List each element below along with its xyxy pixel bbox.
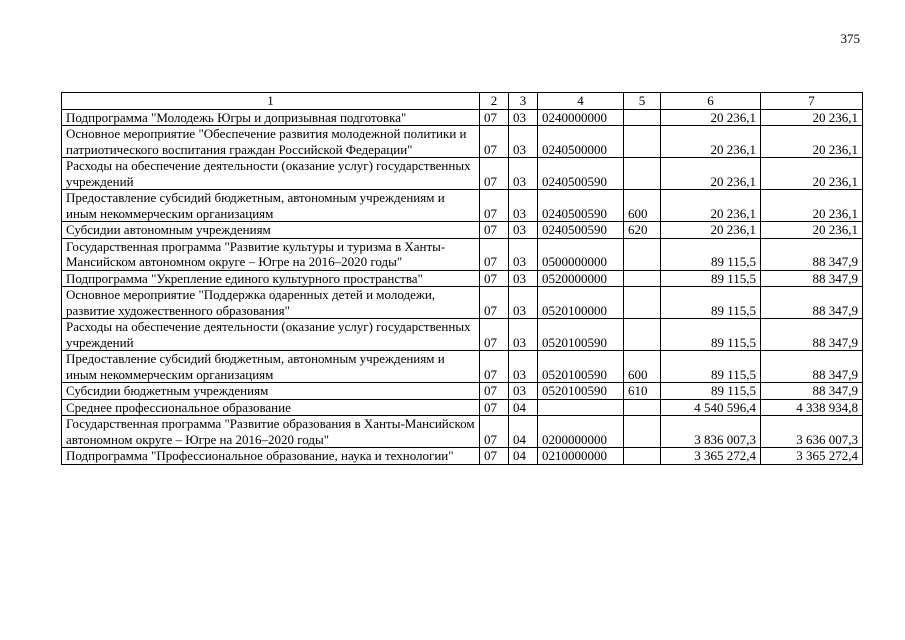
row-section: 07 [480,222,509,239]
row-name: Субсидии бюджетным учреждениям [62,383,480,400]
table-row [62,126,863,158]
header-col-2: 2 [480,93,509,110]
row-expense-type: 610 [624,383,661,400]
row-expense-type [624,238,661,270]
row-subsection: 03 [509,383,538,400]
row-target-article: 0520100000 [538,287,624,319]
row-section: 07 [480,190,509,222]
table-row [62,399,863,416]
row-amount-col-7: 3 365 272,4 [761,448,863,465]
row-amount-col-7: 3 636 007,3 [761,416,863,448]
row-target-article: 0240500590 [538,222,624,239]
row-section: 07 [480,351,509,383]
row-amount-col-7: 20 236,1 [761,222,863,239]
row-section: 07 [480,448,509,465]
table-row [62,270,863,287]
table-row [62,190,863,222]
row-target-article: 0500000000 [538,238,624,270]
table-row [62,238,863,270]
row-amount-col-7: 20 236,1 [761,126,863,158]
row-section: 07 [480,238,509,270]
header-col-4: 4 [538,93,624,110]
row-name: Субсидии автономным учреждениям [62,222,480,239]
row-section: 07 [480,416,509,448]
row-target-article: 0210000000 [538,448,624,465]
table-row [62,287,863,319]
row-expense-type [624,270,661,287]
row-amount-col-6: 3 365 272,4 [661,448,761,465]
table-row [62,319,863,351]
row-target-article: 0240000000 [538,109,624,126]
row-section: 07 [480,383,509,400]
row-amount-col-7: 88 347,9 [761,238,863,270]
row-target-article: 0240500590 [538,158,624,190]
header-col-7: 7 [761,93,863,110]
row-target-article: 0200000000 [538,416,624,448]
row-expense-type: 600 [624,190,661,222]
row-amount-col-7: 20 236,1 [761,109,863,126]
row-amount-col-6: 20 236,1 [661,109,761,126]
row-amount-col-6: 20 236,1 [661,158,761,190]
table-row [62,222,863,239]
row-expense-type [624,448,661,465]
row-subsection: 03 [509,158,538,190]
row-target-article: 0520100590 [538,319,624,351]
table-body [62,109,863,464]
row-section: 07 [480,287,509,319]
row-amount-col-6: 89 115,5 [661,383,761,400]
row-amount-col-6: 20 236,1 [661,222,761,239]
page-number: 375 [840,31,860,46]
row-subsection: 03 [509,109,538,126]
row-subsection: 03 [509,126,538,158]
table-row [62,158,863,190]
row-amount-col-6: 89 115,5 [661,351,761,383]
row-amount-col-6: 20 236,1 [661,126,761,158]
row-target-article: 0520000000 [538,270,624,287]
table-row [62,383,863,400]
row-amount-col-6: 20 236,1 [661,190,761,222]
row-amount-col-7: 20 236,1 [761,190,863,222]
row-amount-col-6: 89 115,5 [661,238,761,270]
row-name: Подпрограмма "Укрепление единого культурного пространства" [62,270,480,287]
row-name: Государственная программа "Развитие образования в Ханты-Мансийском автономном округе – Югре на 2016–2020 годы" [62,416,480,448]
header-col-3: 3 [509,93,538,110]
row-amount-col-7: 88 347,9 [761,319,863,351]
row-name: Предоставление субсидий бюджетным, автономным учреждениям и иным некоммерческим организациям [62,190,480,222]
row-amount-col-7: 88 347,9 [761,383,863,400]
row-subsection: 03 [509,238,538,270]
row-section: 07 [480,109,509,126]
row-subsection: 03 [509,270,538,287]
row-expense-type [624,416,661,448]
row-amount-col-7: 88 347,9 [761,287,863,319]
row-amount-col-6: 89 115,5 [661,319,761,351]
header-row [62,93,863,110]
row-subsection: 04 [509,448,538,465]
row-target-article: 0240500000 [538,126,624,158]
row-expense-type [624,109,661,126]
row-expense-type: 600 [624,351,661,383]
row-subsection: 03 [509,222,538,239]
row-subsection: 03 [509,287,538,319]
header-col-1: 1 [62,93,480,110]
table-header [62,93,863,110]
header-col-5: 5 [624,93,661,110]
row-subsection: 03 [509,319,538,351]
header-col-6: 6 [661,93,761,110]
row-name: Основное мероприятие "Обеспечение развития молодежной политики и патриотического воспитания граждан Российской Федерации" [62,126,480,158]
row-amount-col-7: 88 347,9 [761,270,863,287]
row-amount-col-7: 20 236,1 [761,158,863,190]
row-target-article [538,399,624,416]
row-target-article: 0520100590 [538,383,624,400]
row-expense-type [624,287,661,319]
row-name: Основное мероприятие "Поддержка одаренных детей и молодежи, развитие художественного образования" [62,287,480,319]
row-section: 07 [480,399,509,416]
table-row [62,351,863,383]
row-expense-type [624,158,661,190]
row-subsection: 03 [509,351,538,383]
row-amount-col-6: 89 115,5 [661,287,761,319]
row-expense-type [624,399,661,416]
row-section: 07 [480,126,509,158]
row-section: 07 [480,270,509,287]
row-section: 07 [480,319,509,351]
row-amount-col-6: 3 836 007,3 [661,416,761,448]
table-row [62,109,863,126]
row-expense-type: 620 [624,222,661,239]
row-expense-type [624,319,661,351]
row-name: Подпрограмма "Профессиональное образование, наука и технологии" [62,448,480,465]
row-target-article: 0240500590 [538,190,624,222]
row-amount-col-6: 89 115,5 [661,270,761,287]
row-amount-col-6: 4 540 596,4 [661,399,761,416]
row-subsection: 04 [509,416,538,448]
budget-table [61,92,863,465]
row-subsection: 04 [509,399,538,416]
row-subsection: 03 [509,190,538,222]
row-name: Государственная программа "Развитие культуры и туризма в Ханты-Мансийском автономном округе – Югре на 2016–2020 годы" [62,238,480,270]
row-amount-col-7: 88 347,9 [761,351,863,383]
row-amount-col-7: 4 338 934,8 [761,399,863,416]
row-name: Расходы на обеспечение деятельности (оказание услуг) государственных учреждений [62,319,480,351]
row-target-article: 0520100590 [538,351,624,383]
row-expense-type [624,126,661,158]
row-name: Среднее профессиональное образование [62,399,480,416]
row-name: Предоставление субсидий бюджетным, автономным учреждениям и иным некоммерческим организациям [62,351,480,383]
table-row [62,448,863,465]
row-section: 07 [480,158,509,190]
row-name: Расходы на обеспечение деятельности (оказание услуг) государственных учреждений [62,158,480,190]
table-row [62,416,863,448]
row-name: Подпрограмма "Молодежь Югры и допризывная подготовка" [62,109,480,126]
